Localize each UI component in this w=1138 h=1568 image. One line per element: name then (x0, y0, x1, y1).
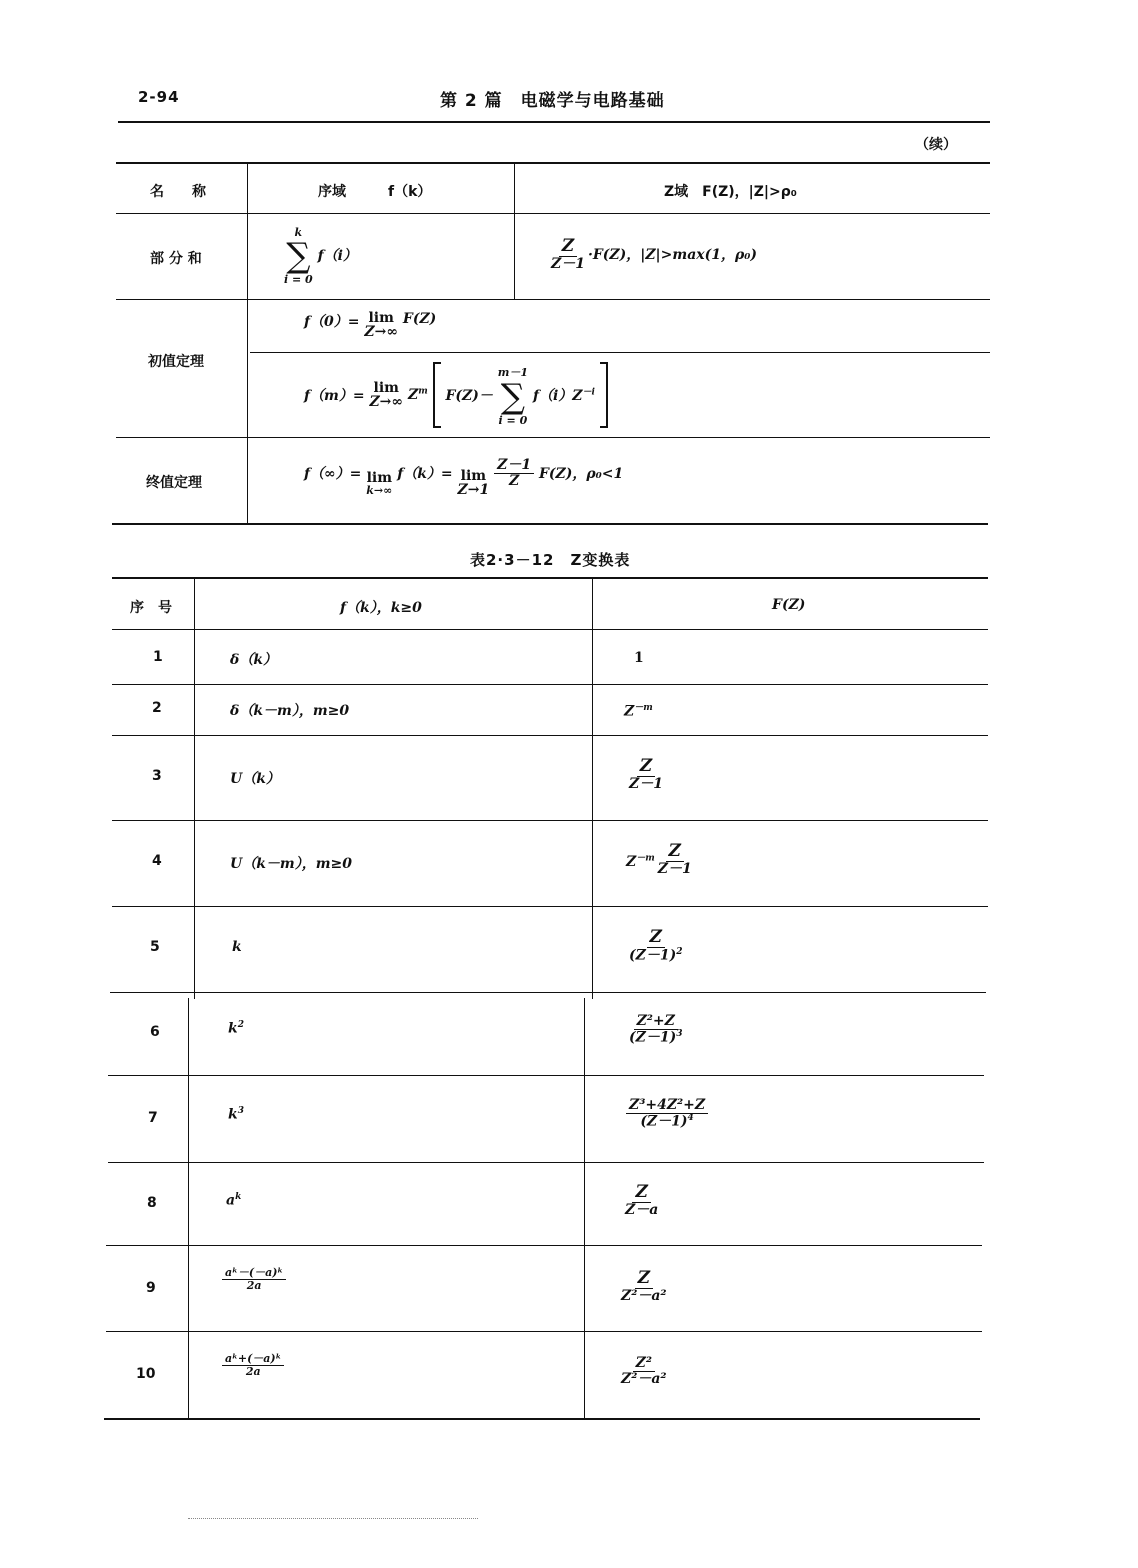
t1-initial-value-formula2 (304, 362, 608, 428)
t1-vline-left (247, 164, 248, 524)
t2-row4-rule (112, 906, 988, 907)
running-header: 第 2 篇 电磁学与电路基础 (440, 91, 665, 111)
lim1-sub: k→∞ (366, 483, 393, 497)
z-m-exp: m (418, 386, 428, 397)
lim2: lim (460, 468, 487, 485)
t2-row9-fz (618, 1270, 670, 1304)
table2-top-rule (112, 577, 988, 579)
t2-row8-fz (622, 1184, 661, 1218)
t1-partial-sum-name: 部 分 和 (150, 251, 202, 267)
t2-row6-fz (626, 1014, 685, 1045)
num: Z²+Z (634, 1014, 678, 1030)
scan-artifact-line (188, 1518, 478, 1519)
t1-initial-inner-rule (250, 352, 990, 353)
page-number: 2-94 (138, 88, 180, 106)
z-m: Z (407, 387, 419, 404)
sum2-upper: m－1 (497, 365, 529, 379)
t2-vline-left-lower (188, 998, 189, 1418)
t2-row7-fz (626, 1098, 708, 1129)
t2-row8-no: 8 (147, 1195, 157, 1211)
den: 2a (245, 1364, 261, 1378)
exp: k (235, 1192, 242, 1202)
frac-num: Z－1 (494, 458, 534, 474)
t2-row6-no: 6 (150, 1024, 160, 1040)
inner: F(Z)－ (445, 388, 493, 404)
z-rest: ·F(Z)，|Z|>max(1，ρ₀) (587, 246, 758, 263)
header-rule (118, 121, 990, 123)
frac-den: Z－1 (551, 255, 585, 272)
term: f（i）Z (532, 388, 583, 405)
den: (Z－1) (629, 947, 677, 964)
t2-head-no: 序 号 (130, 600, 172, 616)
t1-final-value-name: 终值定理 (146, 475, 202, 491)
num: Z³+4Z²+Z (626, 1098, 708, 1114)
den-exp: 2 (676, 946, 683, 957)
table2-bottom-rule (104, 1418, 980, 1420)
t2-vline-mid (592, 579, 593, 999)
num: aᵏ+(－a)ᵏ (222, 1353, 284, 1366)
t2-row7-fk (228, 1106, 244, 1123)
t2-head-rule (112, 629, 988, 630)
t2-head-fz: F(Z) (772, 597, 806, 613)
t1-head-z-domain: Z域 F(Z)，|Z|>ρ₀ (664, 184, 797, 200)
lhs2: f（m）= (304, 388, 365, 404)
sum-upper-limit: k (294, 226, 303, 239)
sum-lower-limit: i = 0 (284, 273, 313, 286)
frac-num: Z (559, 238, 577, 257)
base: a (226, 1192, 236, 1209)
num: Z (666, 843, 684, 862)
base: Z (624, 703, 635, 720)
sum2-lower: i = 0 (498, 413, 528, 427)
t1-vline-mid (514, 164, 515, 299)
t2-row9-rule (106, 1331, 982, 1332)
den: (Z－1) (640, 1113, 688, 1130)
t2-row5-rule (110, 992, 986, 993)
pre-exp: －m (636, 852, 655, 863)
term-exp: －i (582, 387, 595, 398)
t2-row5-no: 5 (150, 939, 160, 955)
t2-vline-left (194, 579, 195, 999)
lim1: lim (366, 469, 393, 486)
t2-row7-rule (108, 1162, 984, 1163)
t2-row3-rule (112, 820, 988, 821)
mid: f（k）= (397, 466, 453, 483)
t2-row4-no: 4 (152, 853, 162, 869)
t2-row7-no: 7 (148, 1110, 158, 1126)
t2-row2-no: 2 (152, 700, 162, 716)
t1-partial-sum-z (548, 238, 757, 272)
t2-row8-rule (106, 1245, 982, 1246)
t2-row1-rule (112, 684, 988, 685)
frac-den: Z (508, 472, 520, 489)
den: (Z－1) (629, 1029, 677, 1046)
num: aᵏ－(－a)ᵏ (222, 1267, 286, 1280)
t2-row9-no: 9 (146, 1280, 156, 1296)
t2-row4-fk: U（k－m），m≥0 (230, 856, 353, 872)
base: k (228, 1106, 238, 1123)
lhs: f（∞）= (304, 466, 362, 483)
t2-row5-fz (626, 929, 685, 963)
t2-row3-no: 3 (152, 768, 162, 784)
den: Z²－a² (621, 1287, 667, 1304)
num: Z (647, 929, 665, 948)
t2-row2-fz (624, 700, 653, 720)
t1-head-name: 名 称 (150, 184, 206, 200)
den-exp: 3 (676, 1028, 683, 1039)
exp: －m (634, 703, 653, 713)
t2-row10-fz (618, 1356, 670, 1386)
rhs: F(Z) (402, 311, 437, 327)
num: Z² (633, 1356, 655, 1372)
t2-row6-rule (108, 1075, 984, 1076)
lhs: f（0）= (304, 314, 360, 330)
t2-row1-no: 1 (153, 649, 163, 665)
lim2-sub: Z→∞ (369, 394, 404, 410)
den: Z－a (625, 1201, 659, 1218)
table2-caption: 表2·3－12 Z变换表 (470, 551, 631, 569)
num: Z (632, 1184, 650, 1203)
den: Z²－a² (621, 1370, 667, 1387)
sigma-symbol: ∑ (286, 236, 311, 276)
t2-head-fk: f（k），k≥0 (340, 600, 422, 616)
sum-term: f（i） (317, 248, 357, 264)
num: Z (635, 1270, 653, 1289)
t2-row4-fz (626, 843, 695, 877)
t2-row1-fk: δ（k） (230, 652, 278, 668)
t2-row10-no: 10 (136, 1366, 156, 1382)
t2-row6-fk (228, 1020, 244, 1037)
t2-row2-rule (112, 735, 988, 736)
continued-label: （续） (915, 137, 957, 153)
den-exp: 4 (687, 1112, 694, 1123)
t1-initial-value-name: 初值定理 (148, 354, 204, 370)
t1-head-seq-domain: 序域 f（k） (318, 184, 432, 200)
t2-vline-mid-lower (584, 998, 585, 1418)
t2-row8-fk (226, 1192, 241, 1209)
base: k (228, 1020, 238, 1037)
t1-partial-sum-seq (284, 226, 357, 286)
sigma-symbol-2: ∑ (500, 376, 526, 417)
rhs: F(Z)，ρ₀<1 (538, 466, 624, 483)
t2-row2-fk: δ（k－m），m≥0 (230, 703, 350, 719)
t1-initial-value-formula1 (304, 311, 436, 339)
exp: 3 (237, 1106, 244, 1116)
t2-row3-fz (626, 758, 666, 792)
lim-sub: Z→∞ (364, 324, 398, 340)
lim: lim (368, 310, 394, 326)
den: Z－1 (657, 860, 692, 877)
t2-row3-fk: U（k） (230, 771, 280, 787)
exp: 2 (237, 1020, 244, 1030)
den: 2a (246, 1278, 262, 1292)
num: Z (637, 758, 655, 777)
table1-bottom-rule (112, 523, 988, 525)
t1-final-value-formula (304, 457, 624, 499)
pre: Z (626, 853, 637, 870)
t2-row5-fk: k (232, 939, 242, 955)
lim2-sub: Z→1 (457, 482, 490, 499)
t2-row1-fz: 1 (634, 650, 644, 666)
left-bracket (433, 362, 441, 428)
t2-row9-fk (222, 1267, 286, 1291)
den: Z－1 (629, 775, 663, 792)
lim2: lim (373, 380, 399, 396)
right-bracket (600, 362, 608, 428)
t2-row10-fk (222, 1353, 284, 1377)
